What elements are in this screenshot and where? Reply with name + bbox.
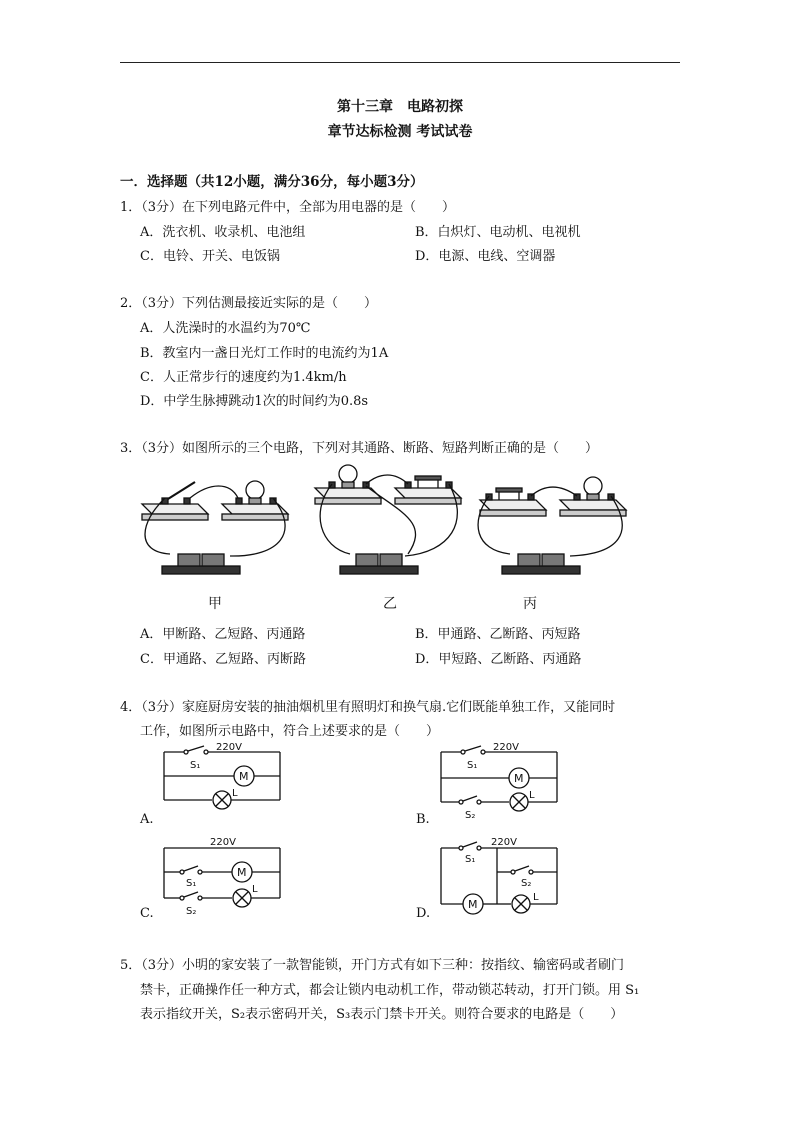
q3-circuit-figure — [130, 462, 680, 622]
q3-option-a[interactable]: A．甲断路、乙短路、丙通路 — [140, 627, 306, 642]
label-motor: M — [468, 898, 478, 911]
label-lamp: L — [232, 788, 238, 799]
section-heading: 一．选择题（共12小题，满分36分，每小题3分） — [120, 174, 424, 190]
label-motor: M — [239, 770, 249, 783]
q4-option-d[interactable]: D. — [416, 906, 431, 921]
fig-label-bing: 丙 — [523, 596, 537, 612]
q4-circuit-d — [437, 836, 567, 916]
q2-stem: 2．（3分）下列估测最接近实际的是（ ） — [120, 296, 378, 311]
label-s1: S₁ — [190, 760, 201, 771]
label-220v: 220V — [210, 837, 236, 848]
q5-stem-line2: 禁卡，正确操作任一种方式，都会让锁内电动机工作，带动锁芯转动，打开门锁。用 S₁ — [140, 983, 640, 998]
label-lamp: L — [533, 892, 539, 903]
q4-option-b[interactable]: B. — [416, 812, 430, 827]
q2-option-c[interactable]: C．人正常步行的速度约为1.4km/h — [140, 370, 347, 385]
q4-circuit-a — [160, 742, 290, 812]
q2-option-a[interactable]: A．人洗澡时的水温约为70℃ — [140, 321, 311, 336]
label-motor: M — [514, 772, 524, 785]
q3-option-d[interactable]: D．甲短路、乙断路、丙通路 — [415, 652, 582, 667]
q4-option-c[interactable]: C. — [140, 906, 154, 921]
q1-option-c[interactable]: C．电铃、开关、电饭锅 — [140, 249, 280, 264]
fig-label-jia: 甲 — [208, 596, 222, 612]
label-lamp: L — [529, 790, 535, 801]
q4-circuit-b — [437, 742, 567, 822]
label-220v: 220V — [216, 742, 242, 753]
q3-stem: 3．（3分）如图所示的三个电路，下列对其通路、断路、短路判断正确的是（ ） — [120, 441, 599, 456]
chapter-title: 第十三章 电路初探 — [337, 99, 463, 115]
q5-stem-line3: 表示指纹开关，S₂表示密码开关，S₃表示门禁卡开关。则符合要求的电路是（ ） — [140, 1007, 624, 1022]
q1-stem: 1．（3分）在下列电路元件中，全部为用电器的是（ ） — [120, 200, 456, 215]
label-s1: S₁ — [467, 760, 478, 771]
label-lamp: L — [252, 884, 258, 895]
exam-subtitle: 章节达标检测 考试试卷 — [327, 124, 473, 140]
label-220v: 220V — [493, 742, 519, 753]
circuit-yi — [315, 465, 461, 574]
q1-option-b[interactable]: B．白炽灯、电动机、电视机 — [415, 225, 581, 240]
circuit-jia — [142, 481, 288, 574]
label-s1: S₁ — [465, 854, 476, 865]
q1-option-a[interactable]: A．洗衣机、收录机、电池组 — [140, 225, 306, 240]
fig-label-yi: 乙 — [383, 596, 397, 612]
q4-circuit-c — [160, 836, 290, 916]
q4-option-a[interactable]: A. — [140, 812, 154, 827]
label-s2: S₂ — [465, 810, 476, 821]
q4-stem-line2: 工作，如图所示电路中，符合上述要求的是（ ） — [140, 724, 440, 739]
q2-option-b[interactable]: B．教室内一盏日光灯工作时的电流约为1A — [140, 346, 389, 361]
label-s2: S₂ — [521, 878, 532, 889]
q2-option-d[interactable]: D．中学生脉搏跳动1次的时间约为0.8s — [140, 394, 369, 409]
top-rule — [120, 62, 680, 63]
q3-option-c[interactable]: C．甲通路、乙短路、丙断路 — [140, 652, 306, 667]
q1-option-d[interactable]: D．电源、电线、空调器 — [415, 249, 556, 264]
q5-stem-line1: 5．（3分）小明的家安装了一款智能锁，开门方式有如下三种：按指纹、输密码或者刷门 — [120, 958, 625, 973]
circuit-bing — [478, 477, 626, 574]
label-s1: S₁ — [186, 878, 197, 889]
q4-stem-line1: 4．（3分）家庭厨房安装的抽油烟机里有照明灯和换气扇.它们既能单独工作，又能同时 — [120, 700, 616, 715]
label-220v: 220V — [491, 837, 517, 848]
label-s2: S₂ — [186, 906, 197, 916]
label-motor: M — [237, 866, 247, 879]
q3-option-b[interactable]: B．甲通路、乙断路、丙短路 — [415, 627, 581, 642]
